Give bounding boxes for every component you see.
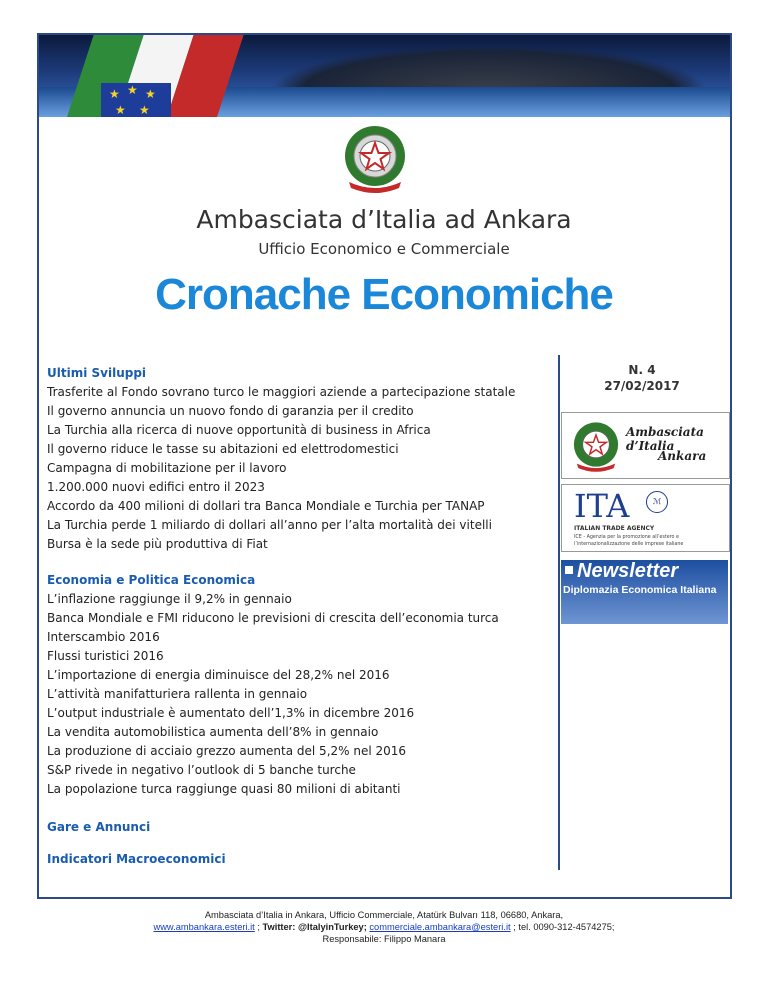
newsletter-title: Newsletter [577,560,679,582]
list-item[interactable]: Campagna di mobilitazione per il lavoro [47,461,287,475]
ita-badge-icon: ℳ [646,491,668,513]
issue-info [572,362,712,394]
footer-tel: ; tel. 0090-312-4574275; [510,922,615,932]
eu-flag: ★ ★ ★ ★ ★ [101,83,171,117]
embassy-logo-line1: Ambasciata d’Italia [626,425,704,453]
footer-sep: ; [254,922,263,932]
newsletter-square-icon [565,566,573,574]
list-item[interactable]: La Turchia alla ricerca di nuove opportunità di business in Africa [47,423,431,437]
footer-responsible: Responsabile: Filippo Manara [322,934,446,944]
list-item[interactable]: La popolazione turca raggiunge quasi 80 milioni di abitanti [47,782,401,796]
section-heading[interactable]: Gare e Annunci [47,820,151,834]
list-item[interactable]: Il governo riduce le tasse su abitazioni ed elettrodomestici [47,442,399,456]
twitter-handle[interactable]: Twitter: @ItalyinTurkey; [262,922,367,932]
section-indicatori [47,850,552,869]
website-link[interactable]: www.ambankara.esteri.it [153,922,255,932]
ita-desc-1: ICE - Agenzia per la promozione all’estero e [574,535,679,540]
list-item[interactable]: Interscambio 2016 [47,630,160,644]
list-item[interactable]: Accordo da 400 milioni di dollari tra Banca Mondiale e Turchia per TANAP [47,499,485,513]
newsletter-subtitle: Diplomazia Economica Italiana [563,584,717,596]
section-ultimi-sviluppi [47,364,552,554]
list-item[interactable]: La produzione di acciaio grezzo aumenta del 5,2% nel 2016 [47,744,407,758]
section-gare [47,818,552,837]
issue-number: N. 4 [628,363,656,377]
footer-address: Ambasciata d’Italia in Ankara, Ufficio Commerciale, Atatürk Bulvarı 118, 06680, Ankara, [204,910,564,920]
section-economia [47,571,552,799]
newsletter-banner-link[interactable] [561,560,728,624]
office-subtitle: Ufficio Economico e Commerciale [258,240,510,258]
list-item[interactable]: S&P rivede in negativo l’outlook di 5 banche turche [47,763,356,777]
list-item[interactable]: L’output industriale è aumentato dell’1,3% in dicembre 2016 [47,706,415,720]
section-heading[interactable]: Economia e Politica Economica [47,573,256,587]
emblem-icon [568,418,624,474]
list-item[interactable]: L’attività manifatturiera rallenta in gennaio [47,687,308,701]
section-heading[interactable]: Indicatori Macroeconomici [47,852,226,866]
list-item[interactable]: L’inflazione raggiunge il 9,2% in gennaio [47,592,292,606]
ita-name: ITALIAN TRADE AGENCY [574,525,655,532]
email-link[interactable]: commerciale.ambankara@esteri.it [369,922,511,932]
section-heading[interactable]: Ultimi Sviluppi [47,366,147,380]
list-item[interactable]: Bursa è la sede più produttiva di Fiat [47,537,268,551]
footer [0,909,768,945]
banner-coastline [269,45,709,91]
issue-date: 27/02/2017 [604,379,680,393]
list-item[interactable]: Trasferite al Fondo sovrano turco le maggiori aziende a partecipazione statale [47,385,516,399]
list-item[interactable]: La Turchia perde 1 miliardo di dollari all’anno per l’alta mortalità dei vitelli [47,518,492,532]
publication-title: Cronache Economiche [155,270,613,319]
embassy-title: Ambasciata d’Italia ad Ankara [196,205,572,234]
list-item[interactable]: L’importazione di energia diminuisce del 28,2% nel 2016 [47,668,390,682]
ita-desc-2: l’internazionalizzazione delle imprese italiane [574,542,684,547]
list-item[interactable]: 1.200.000 nuovi edifici entro il 2023 [47,480,265,494]
list-item[interactable]: Banca Mondiale e FMI riducono le previsioni di crescita dell’economia turca [47,611,499,625]
list-item[interactable]: Il governo annuncia un nuovo fondo di garanzia per il credito [47,404,414,418]
header-banner [39,35,730,117]
list-item[interactable]: Flussi turistici 2016 [47,649,164,663]
column-divider [558,355,560,870]
ita-logo-link[interactable] [561,484,730,552]
footer-contacts [0,921,768,933]
list-item[interactable]: La vendita automobilistica aumenta dell’8% in gennaio [47,725,379,739]
embassy-logo-link[interactable] [561,412,730,479]
ita-letters: ITA [574,487,630,525]
embassy-logo-line2: Ankara [658,449,707,463]
italian-republic-emblem [337,120,413,196]
